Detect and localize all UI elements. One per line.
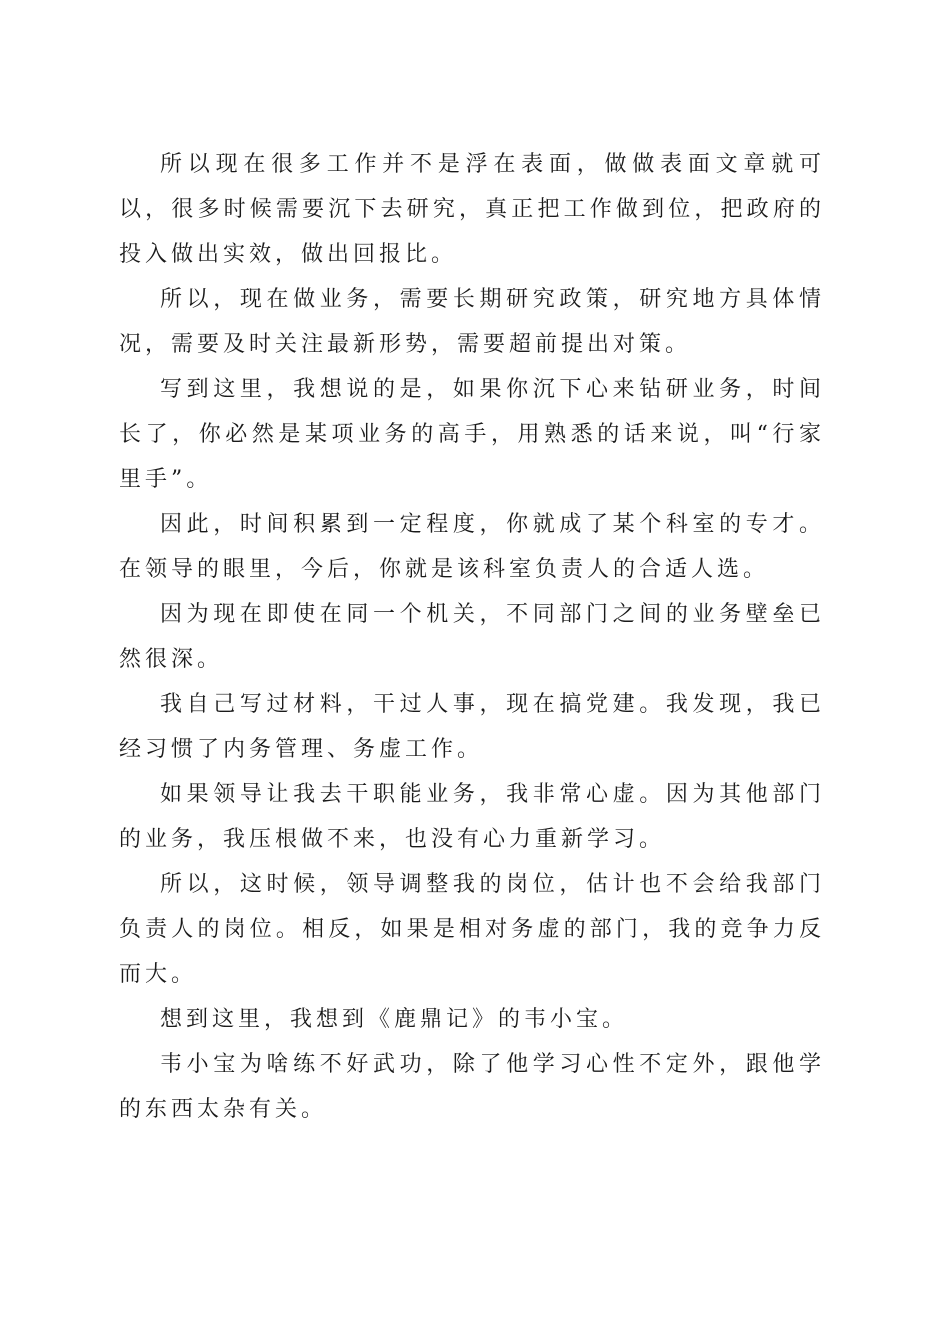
paragraph: 韦小宝为啥练不好武功，除了他学习心性不定外，跟他学的东西太杂有关。: [119, 1052, 825, 1122]
paragraph: 想到这里，我想到《鹿鼎记》的韦小宝。: [160, 1007, 629, 1032]
paragraph: 我自己写过材料，干过人事，现在搞党建。我发现，我已经习惯了内务管理、务虚工作。: [119, 692, 825, 762]
paragraph: 写到这里，我想说的是，如果你沉下心来钻研业务，时间长了，你必然是某项业务的高手，用熟悉的话来说，叫“行家里手”。: [119, 377, 825, 492]
paragraph: 因为现在即使在同一个机关，不同部门之间的业务壁垒已然很深。: [119, 602, 825, 672]
document-body: [119, 142, 825, 1132]
paragraph: 因此，时间积累到一定程度，你就成了某个科室的专才。在领导的眼里，今后，你就是该科室负责人的合适人选。: [119, 512, 825, 582]
paragraph: 所以，这时候，领导调整我的岗位，估计也不会给我部门负责人的岗位。相反，如果是相对务虚的部门，我的竞争力反而大。: [119, 872, 825, 987]
paragraph: 所以，现在做业务，需要长期研究政策，研究地方具体情况，需要及时关注最新形势，需要超前提出对策。: [119, 287, 825, 357]
paragraph: 所以现在很多工作并不是浮在表面，做做表面文章就可以，很多时候需要沉下去研究，真正把工作做到位，把政府的投入做出实效，做出回报比。: [119, 152, 825, 267]
paragraph: 如果领导让我去干职能业务，我非常心虚。因为其他部门的业务，我压根做不来，也没有心力重新学习。: [119, 782, 825, 852]
